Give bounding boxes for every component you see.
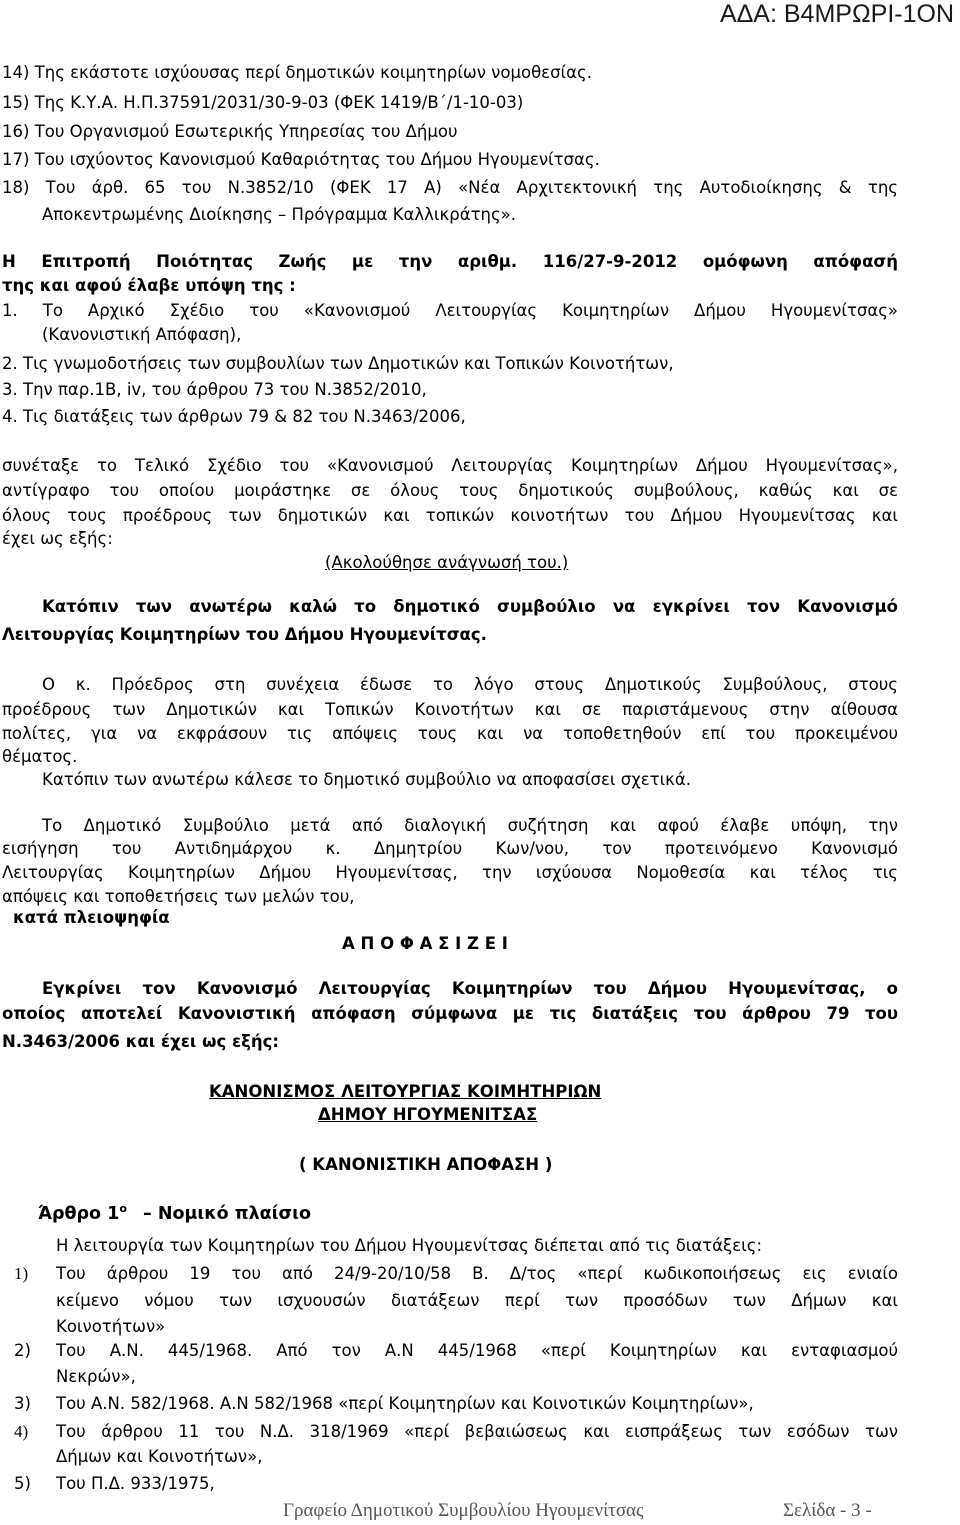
law-number: 5) (14, 1474, 31, 1493)
regulation-subtitle: ( ΚΑΝΟΝΙΣΤΙΚΗ ΑΠΟΦΑΣΗ ) (299, 1155, 553, 1174)
list-item: 3. Την παρ.1Β, iv, του άρθρου 73 του Ν.3852/2010, (2, 380, 427, 399)
law-line: Του άρθρου 11 του Ν.Δ. 318/1969 «περί βεβαιώσεως και εισπράξεως των εσόδων των (56, 1422, 898, 1441)
regulation-title: ΔΗΜΟΥ ΗΓΟΥΜΕΝΙΤΣΑΣ (318, 1105, 538, 1124)
list-item: 17) Του ισχύοντος Κανονισμού Καθαριότητας του Δήμου Ηγουμενίτσας. (2, 150, 600, 169)
regulation-title: ΚΑΝΟΝΙΣΜΟΣ ΛΕΙΤΟΥΡΓΙΑΣ ΚΟΙΜΗΤΗΡΙΩΝ (209, 1082, 602, 1101)
list-item: 1. Το Αρχικό Σχέδιο του «Κανονισμού Λειτουργίας Κοιμητηρίων Δήμου Ηγουμενίτσας» (2, 301, 898, 320)
law-line: κείμενο νόμου των ισχυουσών διατάξεων περί των προσόδων των Δήμων και (56, 1291, 898, 1310)
law-line: Του άρθρου 19 του από 24/9-20/10/58 Β. Δ/τος «περί κωδικοποιήσεως εις ενιαίο (56, 1264, 898, 1283)
reading-note: (Ακολούθησε ανάγνωσή του.) (325, 553, 569, 572)
law-line: Του Α.Ν. 445/1968. Από τον Α.Ν 445/1968 «περί Κοιμητηρίων και ενταφιασμού (56, 1341, 898, 1360)
paragraph-line: Κατόπιν των ανωτέρω κάλεσε το δημοτικό συμβούλιο να αποφασίσει σχετικά. (42, 770, 692, 789)
law-line: Κοινοτήτων» (56, 1317, 166, 1336)
footer-office: Γραφείο Δημοτικού Συμβουλίου Ηγουμενίτσας (283, 1500, 644, 1521)
approval-text: Ν.3463/2006 και έχει ως εξής: (2, 1032, 280, 1051)
list-item: 2. Τις γνωμοδοτήσεις των συμβουλίων των Δημοτικών και Τοπικών Κοινοτήτων, (2, 354, 674, 373)
article-rest: – Νομικό πλαίσιο (142, 1203, 311, 1224)
committee-text: της και αφού έλαβε υπόψη της : (2, 276, 296, 295)
majority-label: κατά πλειοψηφία (13, 908, 170, 927)
page-footer (283, 1500, 872, 1522)
paragraph-line: Ο κ. Πρόεδρος στη συνέχεια έδωσε το λόγο στους Δημοτικούς Συμβούλους, στους (42, 675, 898, 694)
article-intro: Η λειτουργία των Κοιμητηρίων του Δήμου Ηγουμενίτσας διέπεται από τις διατάξεις: (56, 1236, 763, 1255)
paragraph-line: εισήγηση του Αντιδημάρχου κ. Δημητρίου Κων/νου, τον προτεινόμενο Κανονισμό (2, 839, 898, 858)
ada-code: ΑΔΑ: Β4ΜΡΩΡΙ-1ΟΝ (719, 0, 954, 28)
decision-heading: Α Π Ο Φ Α Σ Ι Ζ Ε Ι (342, 934, 508, 953)
list-item: 18) Του άρθ. 65 του Ν.3852/10 (ΦΕΚ 17 Α) «Νέα Αρχιτεκτονική της Αυτοδιοίκησης & της (2, 178, 898, 197)
paragraph-line: θέματος. (2, 747, 78, 766)
call-text: Λειτουργίας Κοιμητηρίων του Δήμου Ηγουμενίτσας. (2, 625, 487, 644)
list-item-continuation: Αποκεντρωμένης Διοίκησης – Πρόγραμμα Καλλικράτης». (42, 205, 516, 224)
article-heading (38, 1198, 311, 1225)
list-item: 15) Της Κ.Υ.Α. Η.Π.37591/2031/30-9-03 (ΦΕΚ 1419/Β΄/1-10-03) (2, 93, 524, 112)
list-item-continuation: (Κανονιστική Απόφαση), (42, 325, 242, 344)
law-line: Του Α.Ν. 582/1968. Α.Ν 582/1968 «περί Κοιμητηρίων και Κοινοτικών Κοιμητηρίων», (56, 1394, 754, 1413)
paragraph-line: απόψεις και τοποθετήσεις των μελών του, (2, 887, 355, 906)
law-line: Δήμων και Κοινοτήτων», (56, 1447, 263, 1466)
paragraph-line: Λειτουργίας Κοιμητηρίων Δήμου Ηγουμενίτσας, την ισχύουσα Νομοθεσία και τέλος τις (2, 863, 898, 882)
law-number: 2) (14, 1341, 31, 1360)
law-number: 1) (14, 1264, 29, 1283)
paragraph-line: συνέταξε το Τελικό Σχέδιο του «Κανονισμού Λειτουργίας Κοιμητηρίων Δήμου Ηγουμενίτσας», (2, 456, 898, 475)
approval-text: Εγκρίνει τον Κανονισμό Λειτουργίας Κοιμητηρίων του Δήμου Ηγουμενίτσας, ο (42, 979, 898, 998)
article-prefix: Άρθρο 1 (38, 1203, 120, 1224)
committee-text: Η Επιτροπή Ποιότητας Ζωής με την αριθμ. 116/27-9-2012 ομόφωνη απόφασή (2, 252, 898, 271)
list-item: 4. Τις διατάξεις των άρθρων 79 & 82 του Ν.3463/2006, (2, 407, 466, 426)
paragraph-line: έχει ως εξής: (2, 529, 113, 548)
law-number: 4) (14, 1422, 29, 1441)
law-number: 3) (14, 1394, 31, 1413)
paragraph-line: πολίτες, για να εκφράσουν τις απόψεις τους και να τοποθετηθούν επί του προκειμένου (2, 724, 898, 743)
page-number: Σελίδα - 3 - (783, 1500, 872, 1521)
list-item: 16) Του Οργανισμού Εσωτερικής Υπηρεσίας του Δήμου (2, 122, 458, 141)
paragraph-line: προέδρους των Δημοτικών και Τοπικών Κοινοτήτων και σε παριστάμενους στην αίθουσα (2, 700, 898, 719)
call-text: Κατόπιν των ανωτέρω καλώ το δημοτικό συμβούλιο να εγκρίνει τον Κανονισμό (42, 597, 898, 616)
law-line: Νεκρών», (56, 1367, 136, 1386)
list-item: 14) Της εκάστοτε ισχύουσας περί δημοτικών κοιμητηρίων νομοθεσίας. (2, 63, 592, 82)
article-sup: ο (119, 1202, 127, 1215)
paragraph-line: όλους τους προέδρους των δημοτικών και τοπικών κοινοτήτων του Δήμου Ηγουμενίτσας και (2, 506, 898, 525)
paragraph-line: Το Δημοτικό Συμβούλιο μετά από διαλογική συζήτηση και αφού έλαβε υπόψη, την (42, 816, 898, 835)
approval-text: οποίος αποτελεί Κανονιστική απόφαση σύμφωνα με τις διατάξεις του άρθρου 79 του (2, 1004, 898, 1023)
law-line: Του Π.Δ. 933/1975, (56, 1474, 215, 1493)
paragraph-line: αντίγραφο του οποίου μοιράστηκε σε όλους τους δημοτικούς συμβούλους, καθώς και σε (2, 481, 898, 500)
